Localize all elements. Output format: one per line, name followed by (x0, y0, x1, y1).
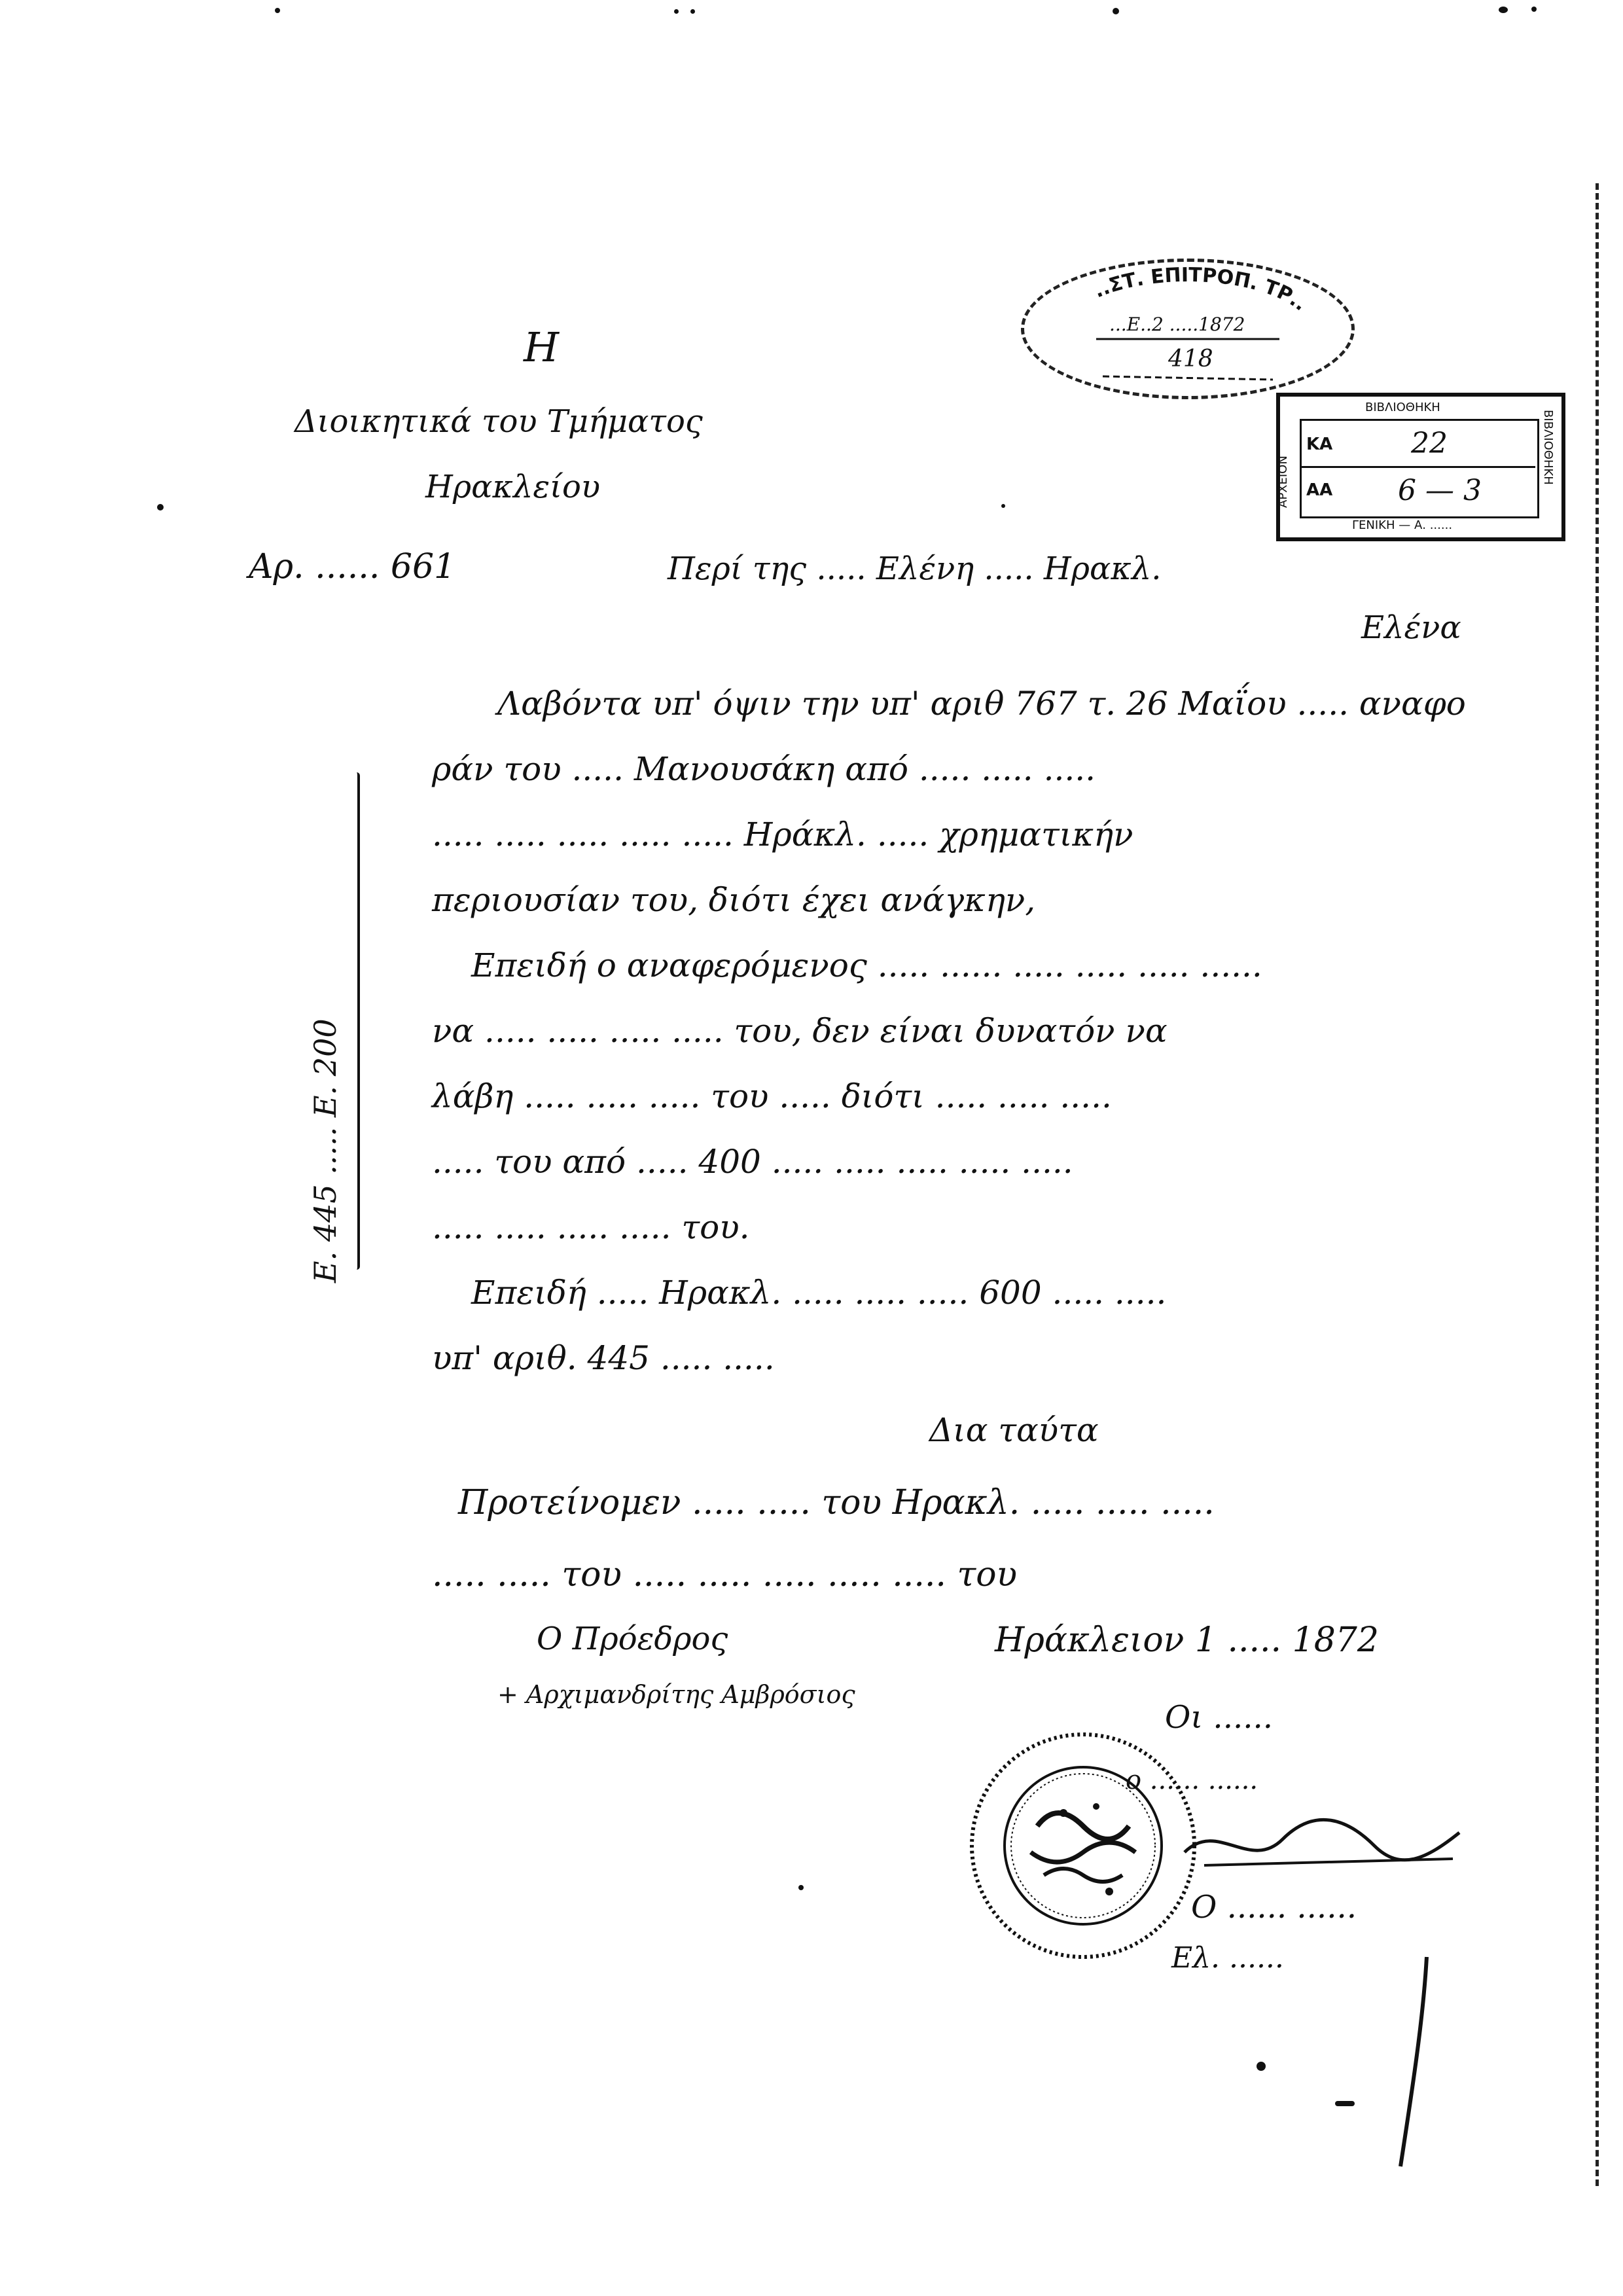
handwritten-signature (1178, 1806, 1466, 1885)
paragraph-line-6: να ..... ..... ..... ..... του, δεν είναι δυνατόν να (432, 1012, 1168, 1050)
signatory-left-name: + Αρχιμανδρίτης Αμβρόσιος (497, 1680, 855, 1709)
signatory-right-line-1: Οι ...... (1165, 1699, 1273, 1736)
archive-stamp-bottom-label: ΓΕΝΙΚΗ — Α. ...... (1352, 518, 1453, 532)
date-place: Ηράκλειον 1 ..... 1872 (995, 1621, 1379, 1660)
dia-tauta-heading: Δια ταύτα (929, 1411, 1099, 1449)
scan-speck (1257, 2062, 1266, 2071)
signature-downstroke (1387, 1950, 1440, 2173)
addressee-line-1: Διοικητικά του Τμήματος (294, 403, 703, 440)
oval-registry-stamp (1021, 259, 1355, 399)
scan-speck (1531, 7, 1537, 12)
archive-stamp (1276, 393, 1565, 541)
signatory-right-line-4: Ελ. ...... (1171, 1941, 1284, 1975)
decision-line-1: Προτείνομεν ..... ..... του Ηρακλ. ..... ..... ..... (458, 1483, 1215, 1522)
addressee-line-2: Ηρακλείου (425, 469, 601, 505)
signatory-right-line-3: Ο ...... ...... (1191, 1889, 1357, 1926)
scan-speck (1335, 2101, 1355, 2106)
paragraph-line-3: ..... ..... ..... ..... ..... Ηράκλ. ..... χρηματικήν (432, 816, 1133, 853)
archive-stamp-right-label: ΒΙΒΛΙΟΘΗΚΗ (1541, 410, 1555, 485)
scan-speck (1113, 8, 1119, 14)
paragraph-line-1: Λαβόντα υπ' όψιν την υπ' αριθ 767 τ. 26 Μαΐου ..... αναφο (497, 685, 1466, 723)
archive-stamp-left-label: ΑΡΧΕΙΟΝ (1276, 456, 1290, 508)
paragraph-line-8: ..... του από ..... 400 ..... ..... ..... ..... ..... (432, 1143, 1073, 1181)
paragraph-line-5: Επειδή ο αναφερόμενος ..... ...... ..... ..... ..... ...... (471, 946, 1262, 984)
archive-stamp-ka-value: 22 (1411, 427, 1448, 460)
signatory-right-line-2: ο ...... ...... (1126, 1765, 1258, 1795)
margin-bracket (353, 772, 360, 1270)
paragraph-line-2: ράν του ..... Μανουσάκη από ..... ..... ..... (432, 750, 1096, 788)
subject-continuation: Ελένα (1361, 609, 1461, 646)
decision-line-2: ..... ..... του ..... ..... ..... ..... ..... του (432, 1555, 1018, 1594)
scan-speck (1499, 7, 1508, 13)
paragraph-line-4: περιουσίαν του, διότι έχει ανάγκην, (432, 881, 1036, 919)
signatory-left-title: Ο Πρόεδρος (537, 1621, 728, 1657)
scan-speck (798, 1885, 804, 1890)
archive-stamp-divider (1300, 466, 1535, 468)
round-official-seal (965, 1728, 1201, 1964)
archive-stamp-aa-value: 6 — 3 (1398, 474, 1482, 507)
header-mark: Η (524, 323, 560, 371)
oval-stamp-top-text: ..ΣΤ. ΕΠΙΤΡΟΠ. ΤΡ.. (1090, 263, 1311, 316)
paragraph-line-10: Επειδή ..... Ηρακλ. ..... ..... ..... 600 ..... ..... (471, 1274, 1167, 1312)
scan-speck (1001, 504, 1005, 508)
scan-speck (275, 8, 280, 13)
scan-speck (690, 9, 695, 14)
scan-speck (157, 504, 164, 511)
oval-stamp-number: 418 (1168, 346, 1213, 372)
archive-stamp-aa-label: ΑΑ (1306, 480, 1333, 500)
paragraph-line-9: ..... ..... ..... ..... του. (432, 1208, 750, 1246)
oval-stamp-date: ...Ε..2 .....1872 (1109, 314, 1245, 335)
archive-stamp-top-label: ΒΙΒΛΙΟΘΗΚΗ (1365, 401, 1440, 414)
archive-stamp-ka-label: ΚΑ (1306, 435, 1333, 454)
paragraph-line-7: λάβη ..... ..... ..... του ..... διότι ..... ..... ..... (432, 1077, 1112, 1115)
paragraph-line-11: υπ' αριθ. 445 ..... ..... (432, 1339, 775, 1377)
reference-number: Αρ. ...... 661 (249, 547, 456, 586)
subject-line: Περί της ..... Ελένη ..... Ηρακλ. (668, 550, 1162, 587)
scan-speck (674, 9, 679, 14)
right-edge-line (1596, 183, 1599, 2186)
margin-note: Ε. 445 ..... Ε. 200 (308, 1018, 343, 1283)
